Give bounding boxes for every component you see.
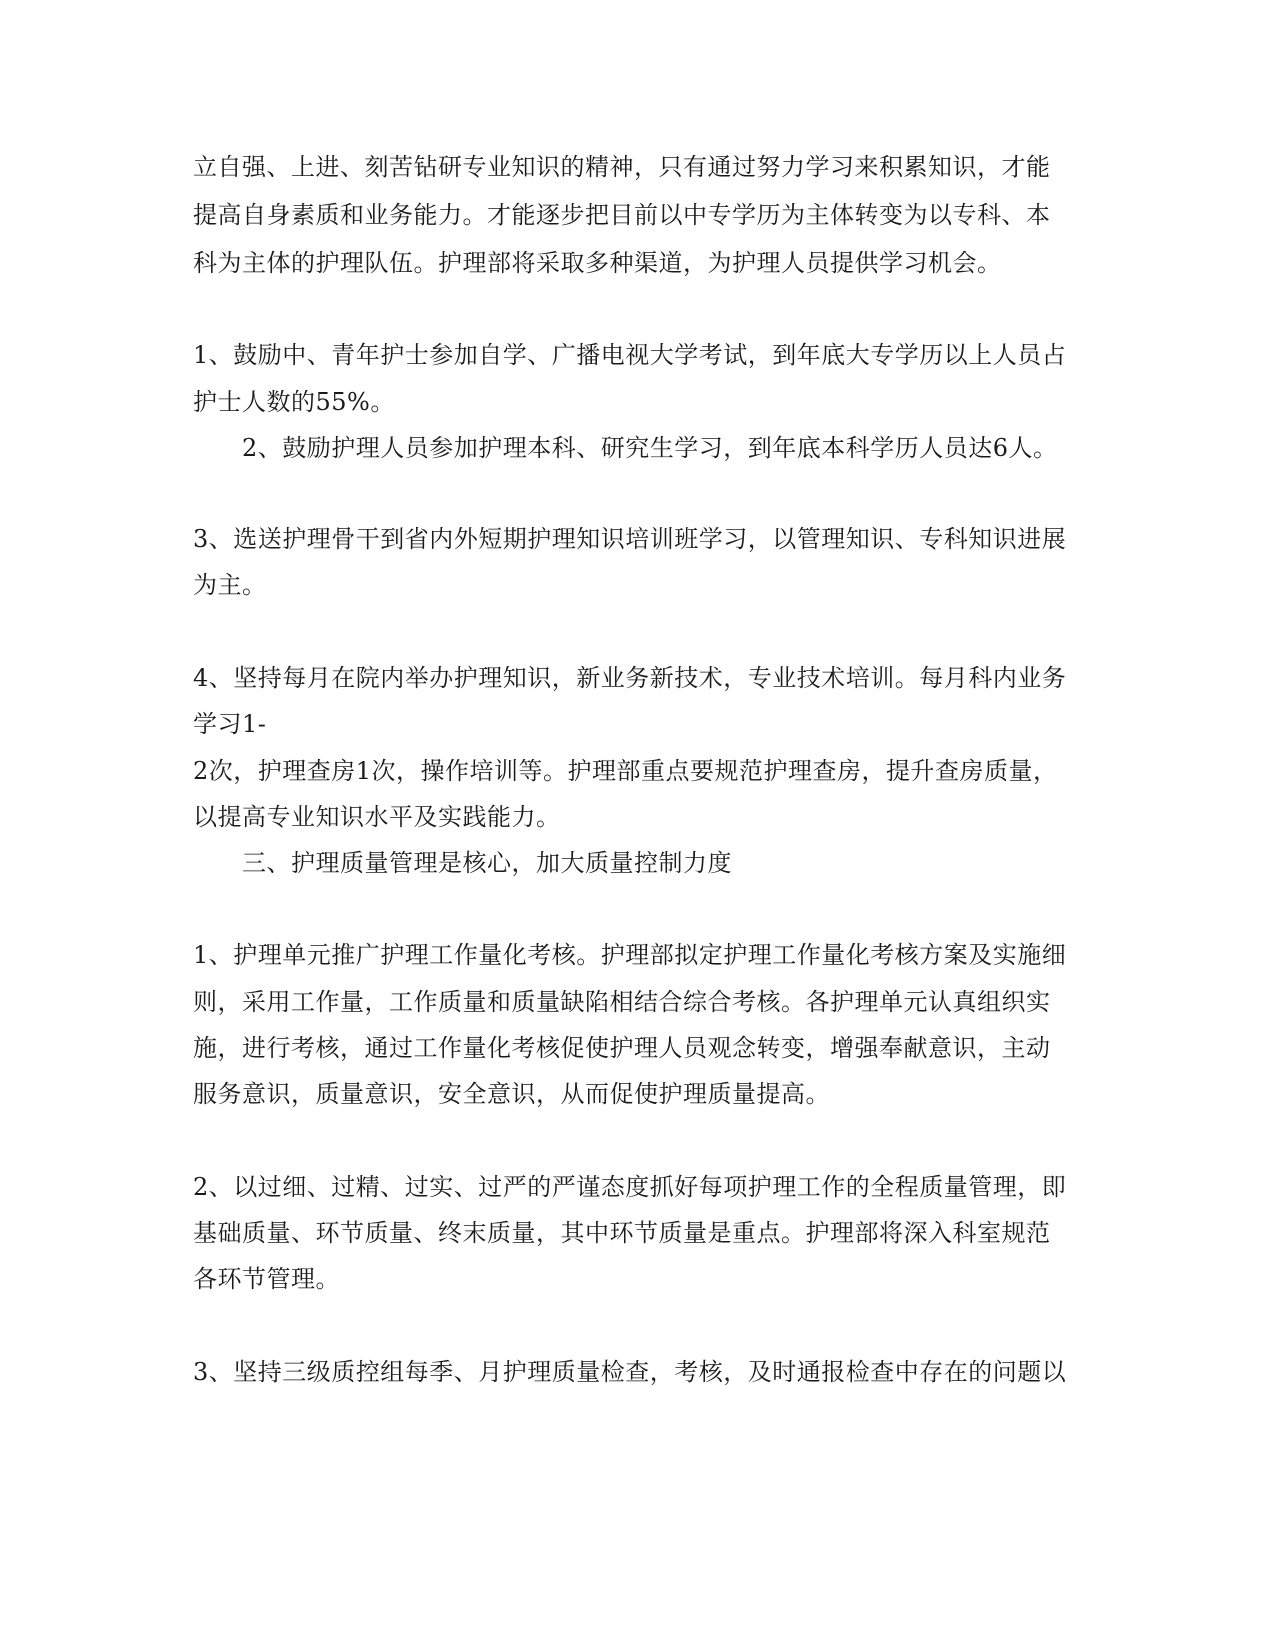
- paragraph-line: 立自强、上进、刻苦钻研专业知识的精神，只有通过努力学习来积累知识，才能: [193, 153, 1051, 181]
- list-item-line: 以提高专业知识水平及实践能力。: [193, 803, 561, 831]
- paragraph-line: 科为主体的护理队伍。护理部将采取多种渠道，为护理人员提供学习机会。: [193, 249, 1002, 277]
- list-item-line: 2次，护理查房1次，操作培训等。护理部重点要规范护理查房，提升查房质量，: [193, 757, 1058, 785]
- paragraph-line: 提高自身素质和业务能力。才能逐步把目前以中专学历为主体转变为以专科、本: [193, 201, 1051, 229]
- list-item-line: 各环节管理。: [193, 1265, 340, 1293]
- list-item-line: 1、鼓励中、青年护士参加自学、广播电视大学考试，到年底大专学历以上人员占: [193, 341, 1067, 369]
- list-item-line: 基础质量、环节质量、终末质量，其中环节质量是重点。护理部将深入科室规范: [193, 1219, 1051, 1247]
- list-item-line: 护士人数的55%。: [193, 388, 395, 416]
- list-item-line: 1、护理单元推广护理工作量化考核。护理部拟定护理工作量化考核方案及实施细: [193, 941, 1067, 969]
- list-item-line: 4、坚持每月在院内举办护理知识，新业务新技术，专业技术培训。每月科内业务: [193, 664, 1067, 692]
- list-item-line: 学习1-: [193, 710, 267, 738]
- list-item-line: 施，进行考核，通过工作量化考核促使护理人员观念转变，增强奉献意识，主动: [193, 1034, 1051, 1062]
- list-item-line: 2、以过细、过精、过实、过严的严谨态度抓好每项护理工作的全程质量管理，即: [193, 1173, 1067, 1201]
- list-item-line: 3、选送护理骨干到省内外短期护理知识培训班学习，以管理知识、专科知识进展: [193, 525, 1067, 553]
- list-item-line: 则，采用工作量，工作质量和质量缺陷相结合综合考核。各护理单元认真组织实: [193, 988, 1051, 1016]
- section-heading: 三、护理质量管理是核心，加大质量控制力度: [242, 849, 732, 877]
- list-item-line: 3、坚持三级质控组每季、月护理质量检查，考核，及时通报检查中存在的问题以: [193, 1358, 1067, 1386]
- list-item-line: 2、鼓励护理人员参加护理本科、研究生学习，到年底本科学历人员达6人。: [242, 434, 1058, 462]
- list-item-line: 为主。: [193, 571, 267, 599]
- list-item-line: 服务意识，质量意识，安全意识，从而促使护理质量提高。: [193, 1080, 830, 1108]
